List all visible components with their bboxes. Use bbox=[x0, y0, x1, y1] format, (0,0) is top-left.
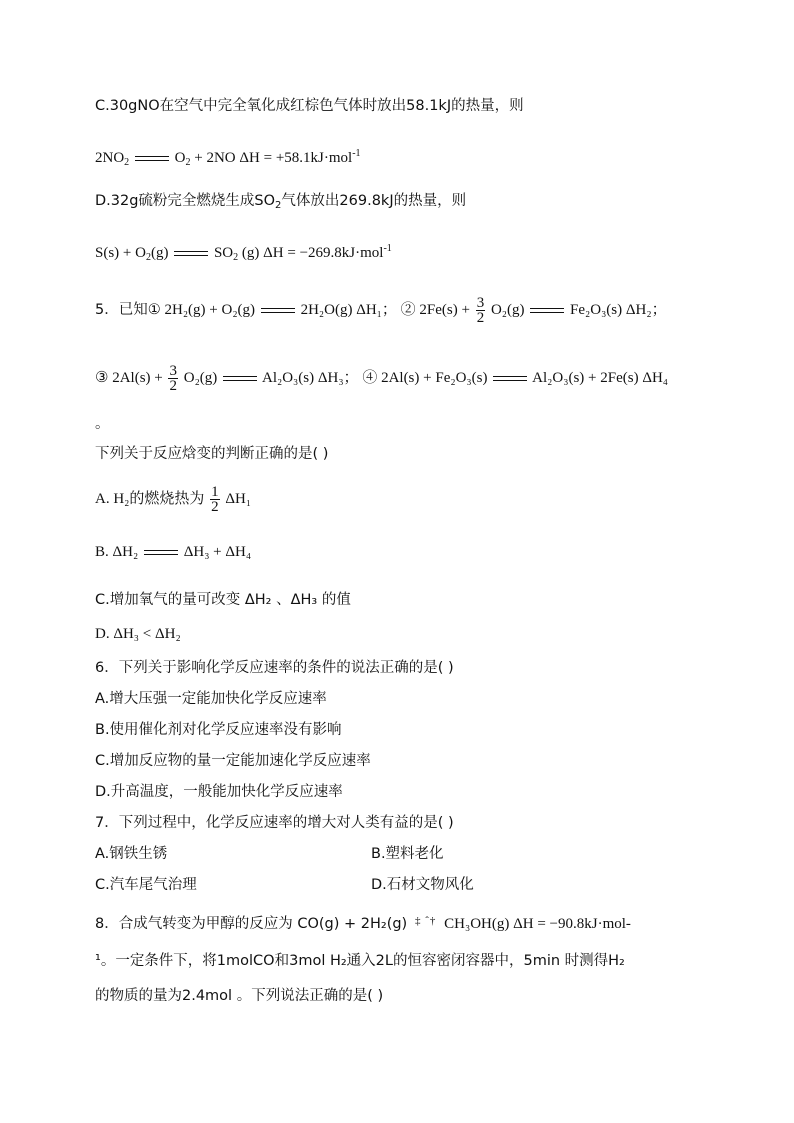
question-5-reactions-line2: ③ 2Al(s) + $\frac{3}{2}$ O₂(g) Al₂O₃(s) ΔH₃； ④ 2Al(s) + Fe₂O₃(s) Al₂O₃(s) + 2Fe(s) ΔH₄ bbox=[95, 363, 669, 394]
fraction-three-halves: $\frac{3}{2}$ bbox=[169, 363, 177, 394]
fraction-one-half: $\frac{1}{2}$ bbox=[211, 484, 219, 515]
equals-sign-icon bbox=[223, 374, 257, 384]
question-8-line1: 8．合成气转变为甲醇的反应为 CO(g) + 2H₂(g) ‡ ˆ† CH₃OH(g) ΔH = −90.8kJ·mol- bbox=[95, 910, 631, 935]
reversible-arrows-icon: ‡ ˆ† bbox=[414, 915, 437, 927]
fraction-three-halves: $\frac{3}{2}$ bbox=[476, 295, 485, 326]
question-5-option-c: C.增加氧气的量可改变 ΔH₂ 、ΔH₃ 的值 bbox=[95, 592, 351, 608]
question-6-stem: 6．下列关于影响化学反应速率的条件的说法正确的是( ) bbox=[95, 660, 454, 676]
question-8-line2: ¹。一定条件下，将1molCO和3mol H₂通入2L的恒容密闭容器中，5min 时测得H₂ bbox=[95, 953, 625, 969]
option-d-text: D.32g硫粉完全燃烧生成$SO_2$气体放出269.8kJ的热量，则 bbox=[95, 193, 467, 211]
option-d-equation: $S(s) + O_2(g)$ $SO_2$ (g) ΔH = −269.8kJ·mol$^{-1}$ bbox=[95, 243, 392, 263]
question-6-option-c: C.增加反应物的量一定能加速化学反应速率 bbox=[95, 753, 371, 769]
question-6-option-b: B.使用催化剂对化学反应速率没有影响 bbox=[95, 722, 342, 738]
equals-sign-icon bbox=[493, 374, 527, 384]
question-8-line3: 的物质的量为2.4mol 。下列说法正确的是( ) bbox=[95, 988, 384, 1004]
question-7-option-c: C.汽车尾气治理 bbox=[95, 877, 197, 893]
equals-sign-icon bbox=[261, 306, 295, 316]
equals-sign-icon bbox=[135, 154, 169, 164]
option-c-text: C.30gNO在空气中完全氧化成红棕色气体时放出58.1kJ的热量，则 bbox=[95, 98, 524, 114]
question-7-stem: 7．下列过程中，化学反应速率的增大对人类有益的是( ) bbox=[95, 815, 454, 831]
question-5-option-a: A. H₂的燃烧热为 $\frac{1}{2}$ ΔH₁ bbox=[95, 484, 252, 515]
question-7-option-a: A.钢铁生锈 bbox=[95, 846, 168, 862]
question-5-stem: 下列关于反应焓变的判断正确的是( ) bbox=[95, 446, 329, 462]
question-7-option-b: B.塑料老化 bbox=[371, 846, 444, 862]
equals-sign-icon bbox=[530, 306, 564, 316]
equals-sign-icon bbox=[174, 249, 208, 259]
question-6-option-a: A.增大压强一定能加快化学反应速率 bbox=[95, 691, 327, 707]
question-6-option-d: D.升高温度，一般能加快化学反应速率 bbox=[95, 784, 343, 800]
question-7-option-d: D.石材文物风化 bbox=[371, 877, 474, 893]
equals-sign-icon bbox=[144, 548, 178, 558]
option-c-equation: $2NO_2$ $O_2 + 2NO$ ΔH = +58.1kJ·mol$^{-1}$ bbox=[95, 148, 361, 168]
question-5-option-d: D. ΔH₃ < ΔH₂ bbox=[95, 626, 181, 642]
question-5-option-b: B. ΔH₂ ΔH₃ + ΔH₄ bbox=[95, 544, 252, 560]
question-5-period: 。 bbox=[95, 416, 110, 432]
question-5-reactions-line1: 5．已知① 2H₂(g) + O₂(g) 2H₂O(g) ΔH₁； ② 2Fe(s) + $\frac{3}{2}$ O₂(g) Fe₂O₃(s) ΔH₂； bbox=[95, 295, 667, 326]
